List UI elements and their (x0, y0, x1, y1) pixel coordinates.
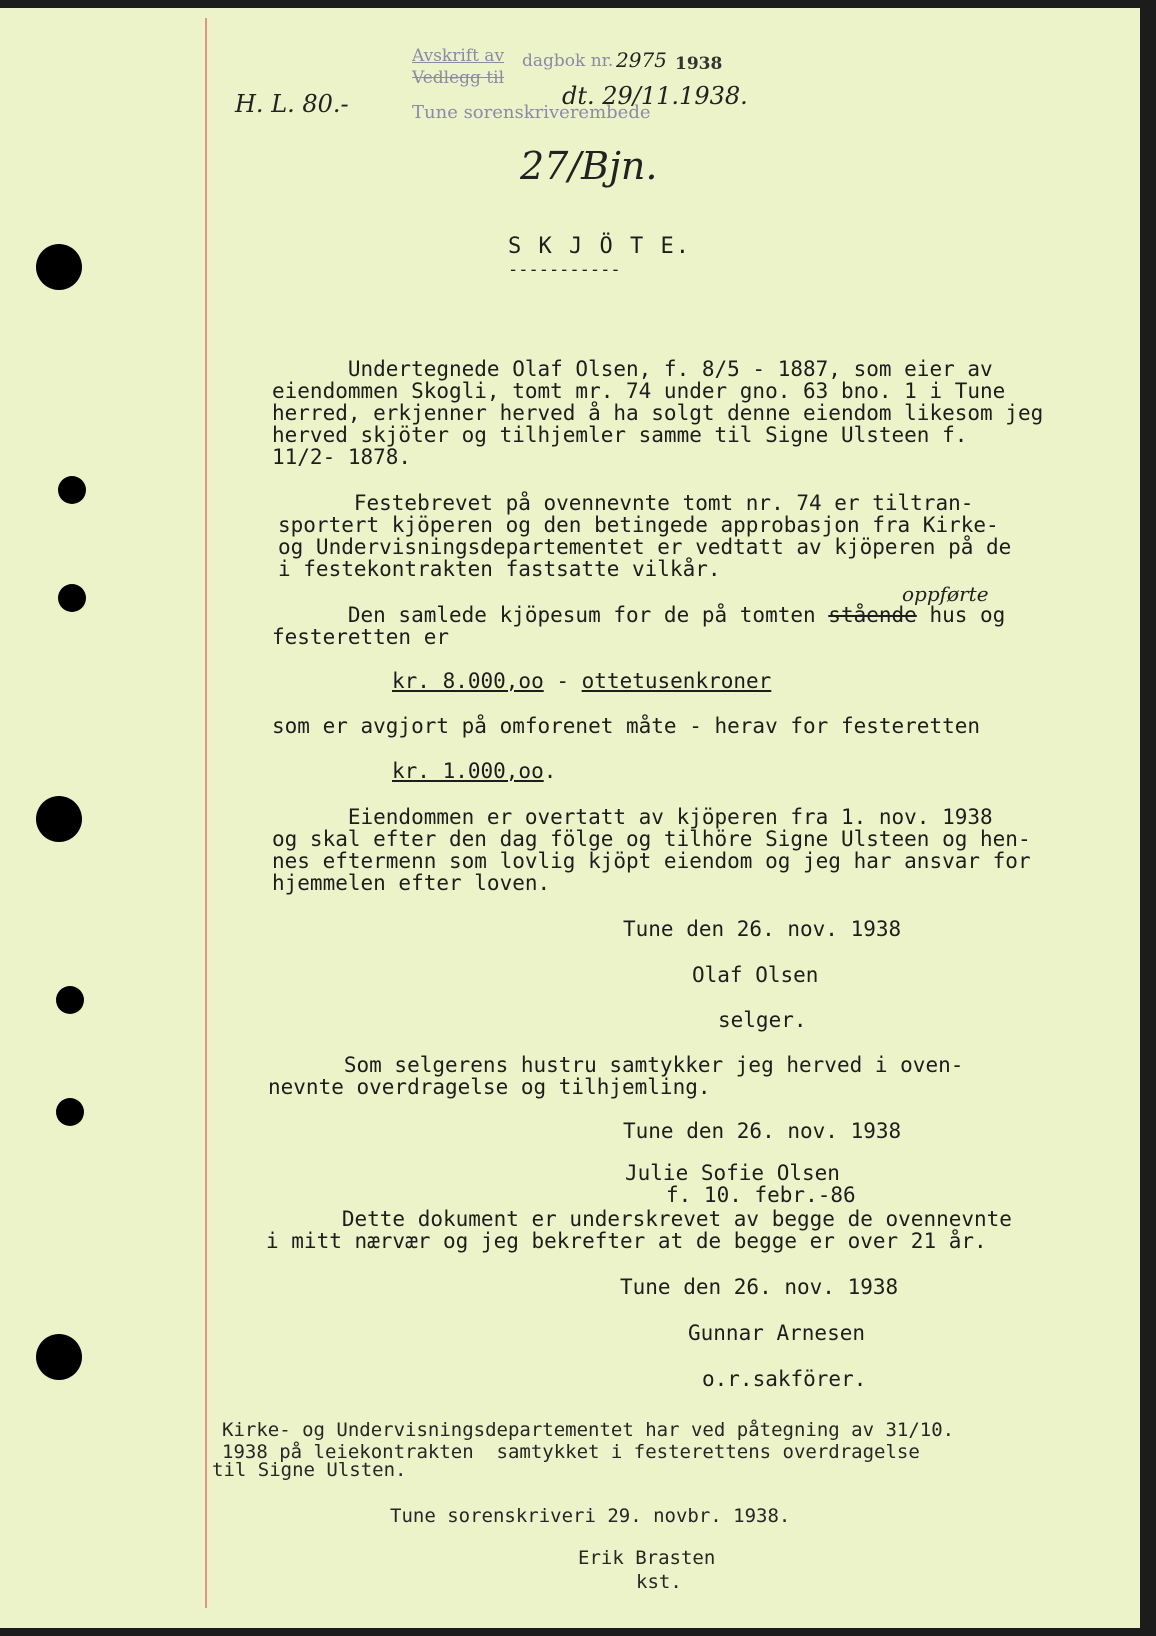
purchase-line (272, 604, 1005, 626)
body-line: Undertegnede Olaf Olsen, f. 8/5 - 1887, som eier av (272, 357, 993, 381)
inserted-word: oppførte (902, 582, 989, 606)
amount-lease-value: kr. 1.000,oo (392, 759, 544, 783)
body-line: herved skjöter og tilhjemler samme til Signe Ulsteen f. (272, 423, 968, 447)
consent-line: Som selgerens hustru samtykker jeg herved i oven- (268, 1053, 964, 1077)
transfer-line: nes eftermenn som lovlig kjöpt eiendom og jeg har ansvar for (272, 849, 1031, 873)
closing-role: kst. (636, 1571, 682, 1593)
purchase-line2: festeretten er (272, 625, 450, 649)
consent-line: nevnte overdragelse og tilhjemling. (268, 1075, 711, 1099)
margin-line (205, 18, 207, 1608)
sign3-name: Gunnar Arnesen (688, 1321, 866, 1345)
note-line: til Signe Ulsten. (212, 1459, 407, 1481)
witness-line: i mitt nærvær og jeg bekrefter at de begge er over 21 år. (266, 1229, 987, 1253)
amount-total-words: ottetusenkroner (581, 669, 772, 693)
stamp-year: 1938 (675, 54, 723, 74)
sign3-date: Tune den 26. nov. 1938 (620, 1275, 899, 1299)
punch-hole (56, 1098, 84, 1126)
body-line: 11/2- 1878. (272, 445, 412, 469)
punch-hole (56, 986, 84, 1014)
after-amount: som er avgjort på omforenet måte - herav for festeretten (272, 714, 981, 738)
body-line: i festekontrakten fastsatte vilkår. (278, 557, 721, 581)
amount-sep: - (543, 669, 582, 693)
stamp-line2: Vedlegg til (412, 68, 505, 88)
body-line: sportert kjöperen og den betingede approbasjon fra Kirke- (278, 513, 999, 537)
note-line: 1938 på leiekontrakten samtykket i festerettens overdragelse (222, 1441, 920, 1463)
title-rule: ----------- (508, 260, 621, 280)
transfer-line: Eiendommen er overtatt av kjöperen fra 1. nov. 1938 (272, 805, 993, 829)
body-line: Festebrevet på ovennevnte tomt nr. 74 er tiltran- (278, 491, 974, 515)
sign2-name: Julie Sofie Olsen (625, 1161, 840, 1185)
amount-lease (392, 760, 556, 782)
purchase-line-start: Den samlede kjöpesum for de på tomten (272, 603, 829, 627)
stamp-line1b: dagbok nr. (522, 51, 614, 71)
transfer-line: hjemmelen efter loven. (272, 871, 551, 895)
note-line: Kirke- og Undervisningsdepartementet har ved påtegning av 31/10. (222, 1419, 955, 1441)
amount-lease-end: . (543, 759, 557, 783)
transfer-line: og skal efter den dag fölge og tilhöre Signe Ulsteen og hen- (272, 827, 1031, 851)
body-line: herred, erkjenner herved å ha solgt denne eiendom likesom jeg (272, 401, 1044, 425)
sign2-date: Tune den 26. nov. 1938 (623, 1119, 902, 1143)
body-line: eiendommen Skogli, tomt mr. 74 under gno. 63 bno. 1 i Tune (272, 379, 1006, 403)
handwritten-date: dt. 29/11.1938. (562, 82, 748, 110)
punch-hole (58, 584, 86, 612)
punch-hole (58, 476, 86, 504)
body-line: og Undervisningsdepartementet er vedtatt av kjöperen på de (278, 535, 1012, 559)
purchase-line-end: hus og (916, 603, 1006, 627)
amount-total (392, 670, 771, 692)
stamp-line3: Tune sorenskriverembede (412, 102, 651, 123)
amount-total-value: kr. 8.000,oo (392, 669, 544, 693)
document-page (0, 8, 1140, 1628)
handwritten-dagbok-no: 2975 (616, 48, 667, 72)
punch-hole (36, 1334, 82, 1380)
handwritten-top-left: H. L. 80.- (235, 90, 349, 118)
witness-line: Dette dokument er underskrevet av begge de ovennevnte (266, 1207, 1012, 1231)
struck-word: stående (828, 603, 917, 627)
punch-hole (36, 244, 82, 290)
sign2-born: f. 10. febr.-86 (666, 1183, 856, 1207)
document-title: S K J Ö T E. (508, 234, 691, 259)
sign1-name: Olaf Olsen (692, 963, 819, 987)
closing-date: Tune sorenskriveri 29. novbr. 1938. (390, 1505, 791, 1527)
handwritten-ref: 27/Bjn. (520, 144, 658, 188)
sign1-date: Tune den 26. nov. 1938 (623, 917, 902, 941)
punch-hole (36, 796, 82, 842)
sign1-role: selger. (718, 1008, 807, 1032)
sign3-role: o.r.sakförer. (702, 1367, 867, 1391)
stamp-line1: Avskrift av (412, 46, 505, 66)
closing-name: Erik Brasten (578, 1547, 716, 1569)
